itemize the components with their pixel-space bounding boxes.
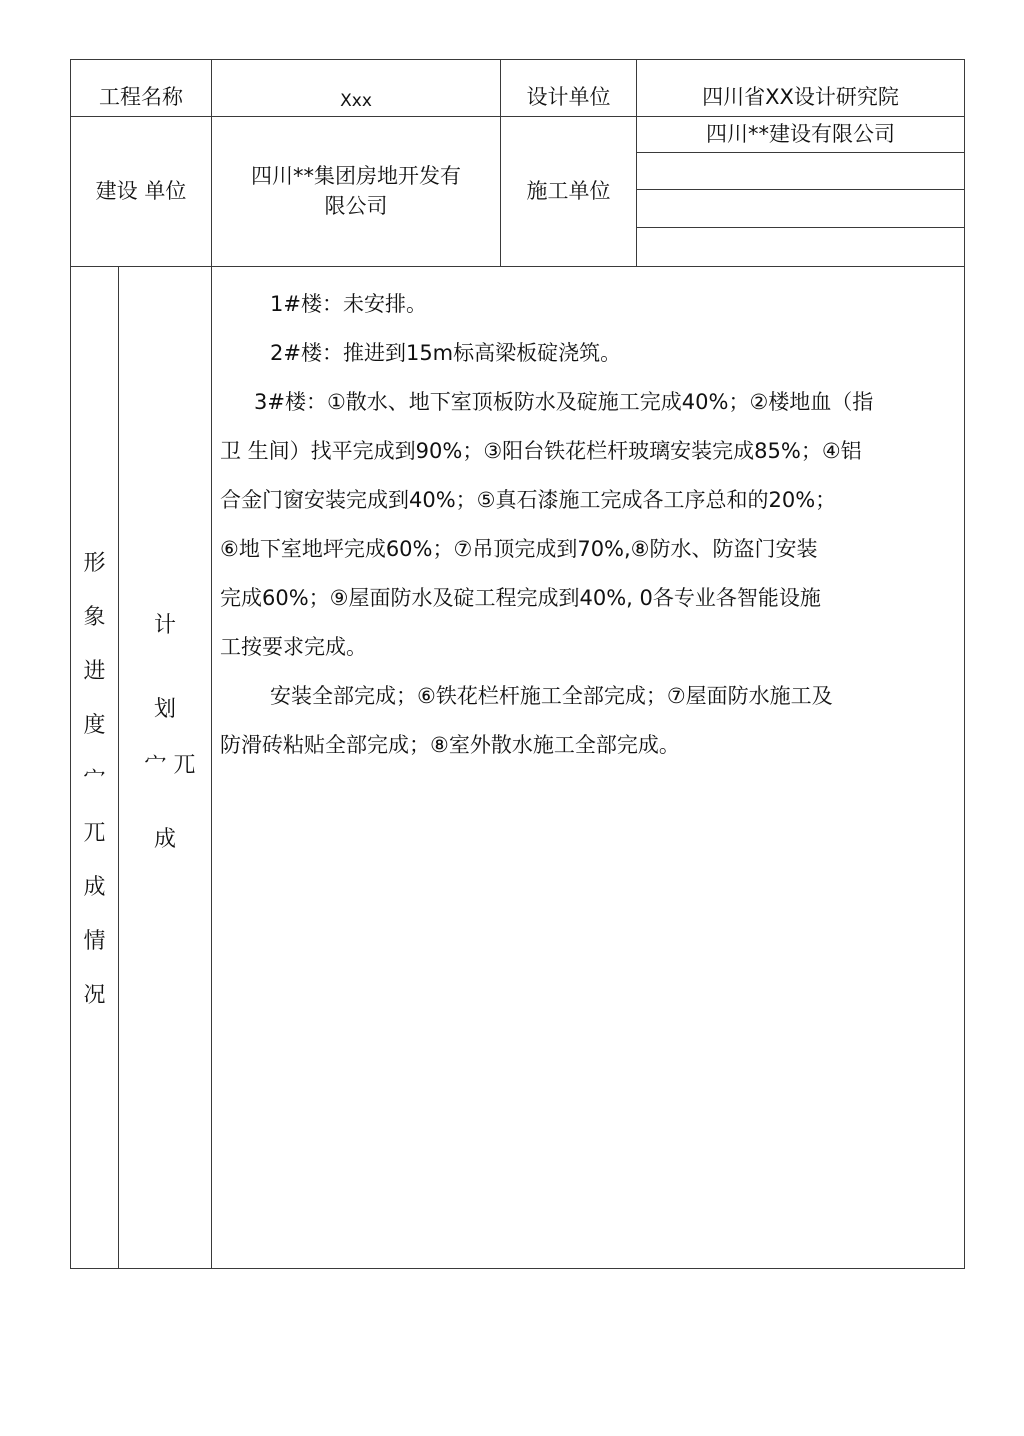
owner-label: 建设 单位 — [95, 178, 187, 203]
progress-line: 防滑砖粘贴全部完成；⑧室外散水施工全部完成。 — [220, 733, 680, 757]
contractor-value-empty — [637, 228, 964, 266]
section-label-char: 成 — [83, 875, 106, 900]
section-label-char: 情 — [83, 929, 106, 954]
contractor-label: 施工单位 — [526, 178, 611, 203]
project-name-label: 工程名称 — [99, 85, 183, 110]
progress-line: 3#楼：①散水、地下室顶板防水及碇施工完成40%；②楼地血（指 — [254, 390, 874, 414]
plan-label-char: 成 — [153, 827, 176, 852]
contractor-value-empty — [637, 153, 964, 189]
table-bottom-border — [70, 1268, 965, 1269]
plan-label-vertical — [119, 598, 211, 868]
plan-label-char: 划 — [153, 697, 176, 722]
row-divider-2 — [70, 266, 965, 267]
owner-value-line2: 限公司 — [324, 194, 388, 219]
progress-line: 安装全部完成；⑥铁花栏杆施工全部完成；⑦屋面防水施工及 — [270, 684, 833, 708]
progress-line: 1#楼：未安排。 — [270, 292, 427, 316]
section-label-char: 宀 — [83, 767, 106, 792]
progress-line: ⑥地下室地坪完成60%；⑦吊顶完成到70%,⑧防水、防盗门安装 — [220, 537, 818, 561]
progress-line: 完成60%；⑨屋面防水及碇工程完成到40%, 0各专业各智能设施 — [220, 586, 821, 610]
section-label-char: 形 — [83, 551, 106, 576]
design-unit-label: 设计单位 — [526, 85, 611, 110]
plan-label-char: 计 — [153, 613, 176, 638]
section-label-vertical — [71, 537, 118, 1023]
section-label-char: 象 — [83, 605, 106, 630]
contractor-value: 四川**建设有限公司 — [706, 121, 895, 146]
column-divider-label — [211, 59, 212, 1269]
table-right-border — [964, 59, 965, 1269]
section-label-char: 进 — [83, 659, 106, 684]
progress-line: 2#楼：推进到15m标高梁板碇浇筑。 — [270, 341, 622, 365]
progress-line: 工按要求完成。 — [220, 635, 367, 659]
section-label-char: 况 — [83, 983, 106, 1008]
section-label-char: 兀 — [83, 821, 106, 846]
project-name-value: Xxx — [340, 90, 372, 111]
table-top-border — [70, 59, 965, 60]
design-unit-value: 四川省XX设计研究院 — [702, 85, 899, 110]
progress-description — [220, 280, 960, 770]
owner-value-line1: 四川**集团房地开发有 — [251, 164, 461, 189]
plan-label-char: 宀 兀 — [144, 753, 196, 778]
progress-line: 合金门窗安装完成到40%；⑤真石漆施工完成各工序总和的20%； — [220, 488, 837, 512]
contractor-value-empty — [637, 190, 964, 227]
section-label-char: 度 — [83, 713, 106, 738]
progress-line: 卫 生间）找平完成到90%；③阳台铁花栏杆玻璃安装完成85%；④铝 — [220, 439, 862, 463]
